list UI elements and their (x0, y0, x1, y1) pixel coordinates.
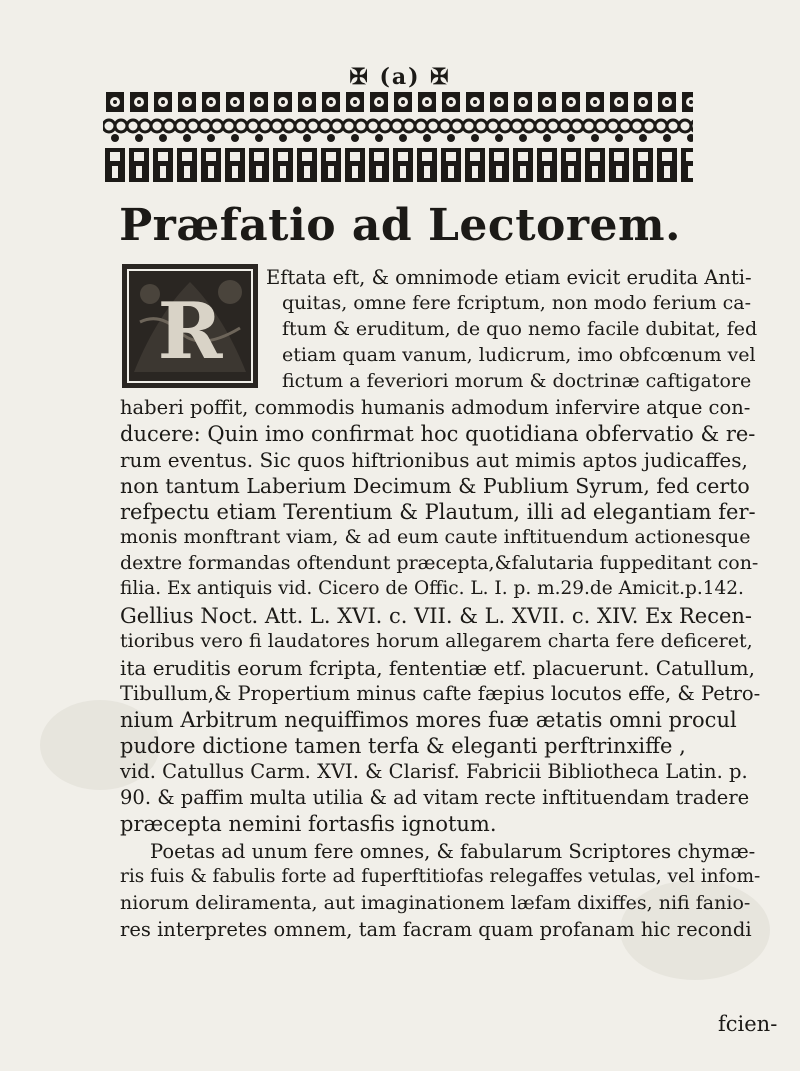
text-line: rum eventus. Sic quos hiftrionibus aut mimis aptos judicaffes, (120, 448, 748, 472)
decorated-initial (120, 262, 260, 390)
text-line: etiam quam vanum, ludicrum, imo obfcœnum vel (282, 344, 756, 366)
initial-letter: R (157, 286, 223, 377)
text-line: nium Arbitrum nequiffimos mores fuæ ætatis omni procul (120, 708, 737, 732)
text-line: Tibullum,& Propertium minus cafte fæpius locutos effe, & Petro- (120, 682, 761, 705)
text-line: quitas, omne fere fcriptum, non modo ferium ca- (282, 292, 752, 314)
text-line: dextre formandas oftendunt præcepta,&falutaria fuppeditant con- (120, 552, 759, 574)
text-line: haberi poffit, commodis humanis admodum infervire atque con- (120, 396, 751, 419)
text-line: ita eruditis eorum fcripta, fententiæ etf. placuerunt. Catullum, (120, 656, 755, 680)
printers-ornament (103, 90, 693, 188)
text-line: pudore dictione tamen terfa & eleganti perftrinxiffe , (120, 734, 686, 758)
text-line: ducere: Quin imo confirmat hoc quotidiana obfervatio & re- (120, 422, 756, 446)
text-line: ris fuis & fabulis forte ad fuperftitiofas relegaffes vetulas, vel infom- (120, 866, 761, 887)
text-line: 90. & paffim multa utilia & ad vitam recte inftituendam tradere (120, 786, 750, 809)
text-line: refpectu etiam Terentium & Plautum, illi ad elegantiam fer- (120, 500, 756, 524)
text-line: non tantum Laberium Decimum & Publium Syrum, fed certo (120, 474, 750, 498)
text-line: tioribus vero fi laudatores horum allegarem charta fere deficeret, (120, 630, 753, 652)
text-line: Gellius Noct. Att. L. XVI. c. VII. & L. XVII. c. XIV. Ex Recen- (120, 604, 753, 628)
page-title: Præfatio ad Lectorem. (119, 200, 681, 251)
text-line: res interpretes omnem, tam facram quam profanam hic recondi (120, 918, 752, 941)
text-line: ftum & eruditum, de quo nemo facile dubitat, fed (282, 318, 758, 340)
text-line: niorum deliramenta, aut imaginationem læfam dixiffes, nifi fanio- (120, 892, 751, 914)
text-line: vid. Catullus Carm. XVI. & Clarisf. Fabricii Bibliotheca Latin. p. (120, 760, 748, 783)
text-line: filia. Ex antiquis vid. Cicero de Offic. L. I. p. m.29.de Amicit.p.142. (120, 578, 744, 599)
text-line: præcepta nemini fortasfis ignotum. (120, 812, 497, 836)
text-line: monis monftrant viam, & ad eum caute inftituendum actionesque (120, 526, 751, 548)
signature-mark: ✠ (a) ✠ (349, 64, 451, 90)
text-line: fictum a feveriori morum & doctrinæ caftigatore (282, 370, 752, 392)
text-line: Poetas ad unum fere omnes, & fabularum Scriptores chymæ- (150, 840, 756, 863)
catchword: fcien- (718, 1012, 778, 1036)
text-line: Eftata eft, & omnimode etiam evicit erudita Anti- (266, 266, 752, 289)
